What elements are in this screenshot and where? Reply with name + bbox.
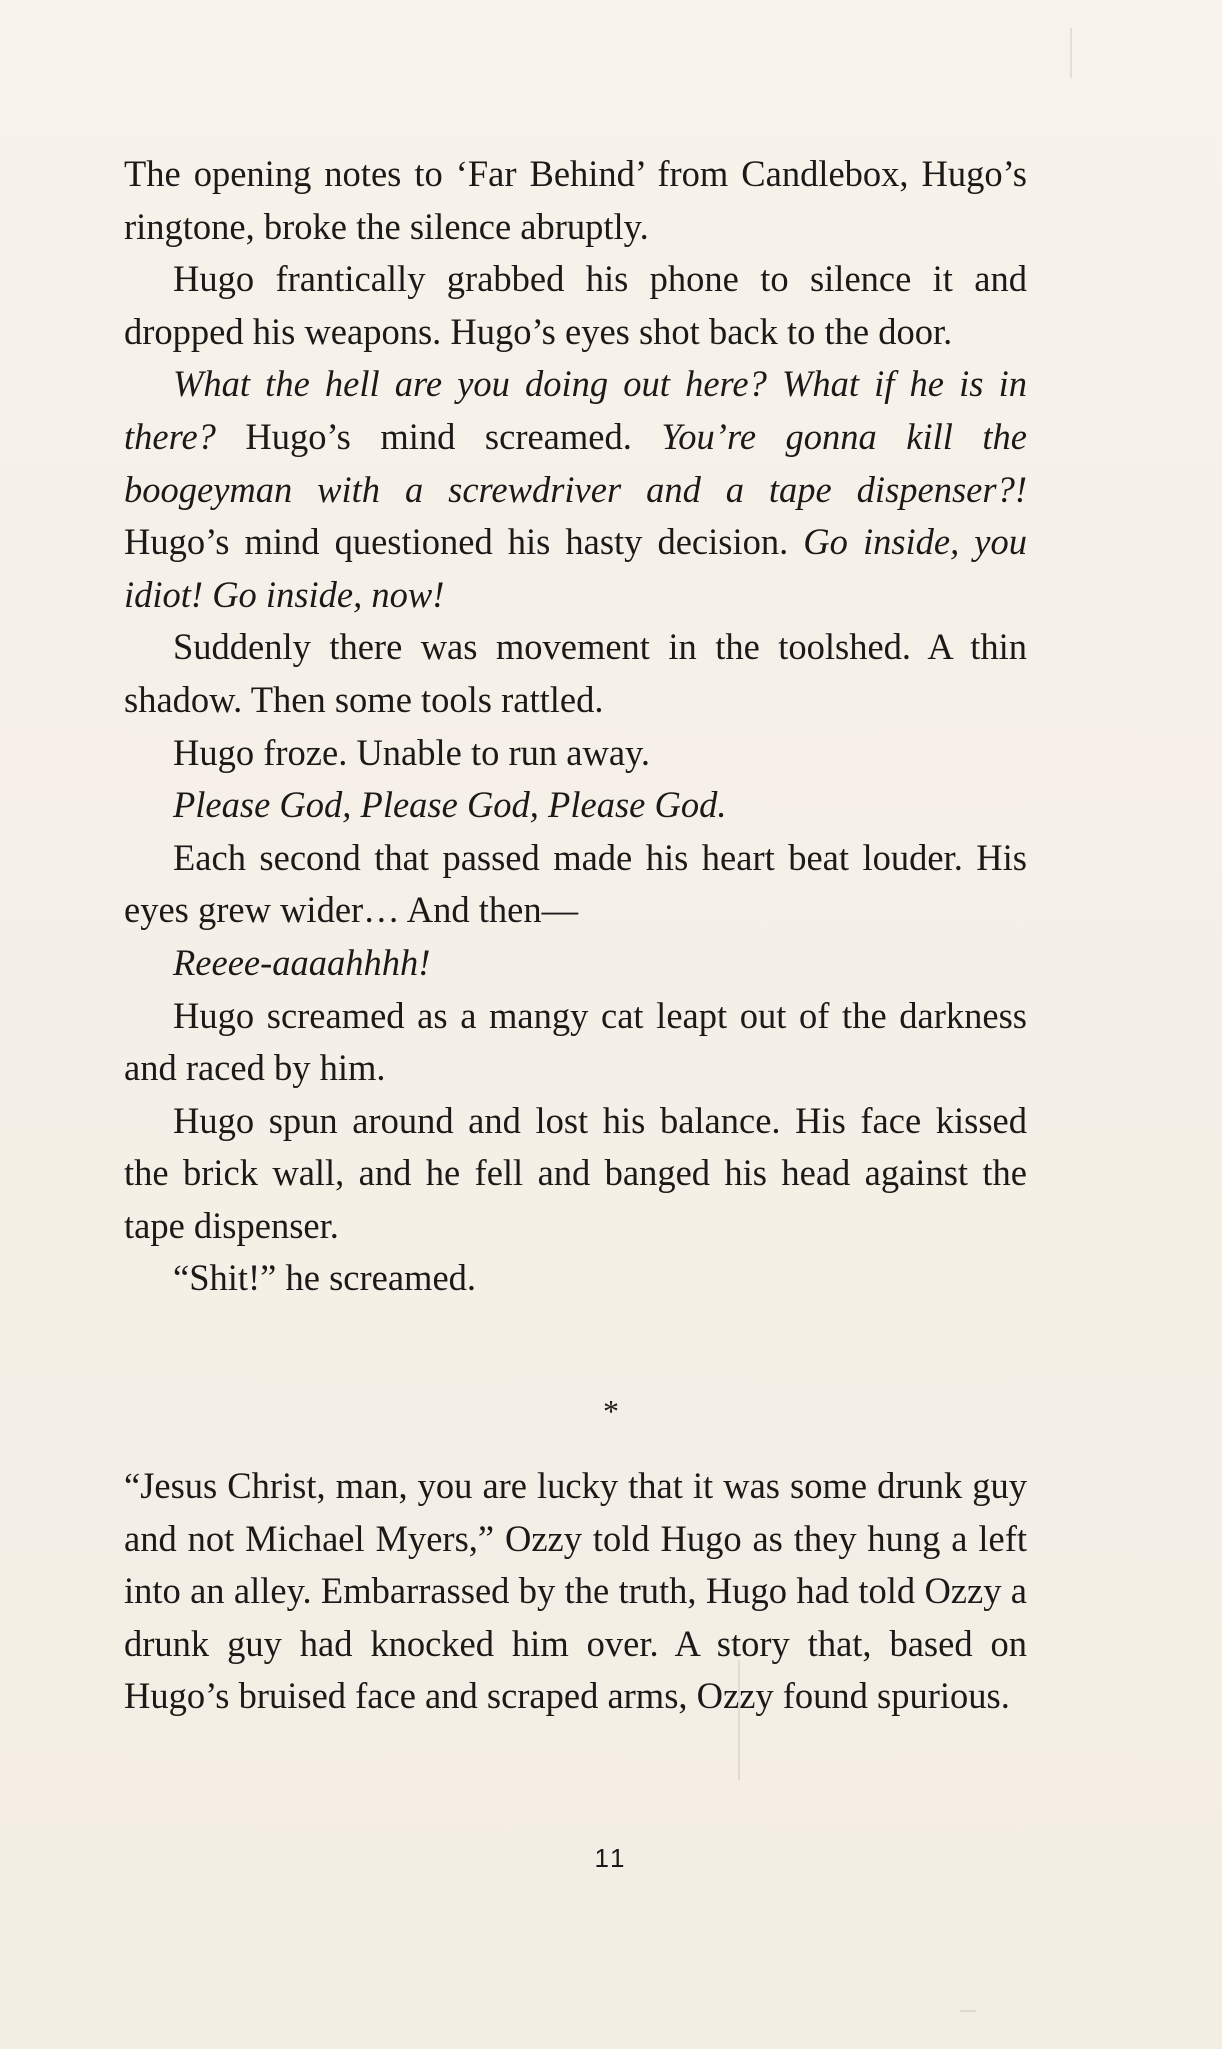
paragraph (124, 148, 1027, 253)
paragraph (124, 779, 1027, 832)
text-run: Hugo screamed as a mangy cat leapt out of the darkness and raced by him. (124, 994, 1027, 1089)
text-run: Suddenly there was movement in the toolshed. A thin shadow. Then some tools rattled. (124, 626, 1027, 720)
paragraph (124, 1252, 1027, 1305)
paragraph (124, 253, 1027, 358)
paragraph (124, 937, 1027, 990)
paragraph (124, 832, 1027, 937)
text-run: “Shit!” he screamed. (173, 1257, 477, 1299)
paper-mark (1070, 28, 1072, 78)
paragraph (124, 727, 1027, 780)
italic-sound: Reeee-aaaahhhh! (173, 941, 431, 983)
text-run: “Jesus Christ, man, you are lucky that it was some drunk guy and not Michael Myers,” Ozzy told Hugo as they hung a left into an alley. Embarrassed by the truth, Hugo had told Ozzy a drunk guy had knocked him over. A story that, based on Hugo’s bruised face and scraped arms, Ozzy found spurious. (124, 1465, 1027, 1717)
paper-mark (738, 1660, 740, 1780)
section-one-text (124, 148, 1027, 1305)
text-run: Hugo frantically grabbed his phone to silence it and dropped his weapons. Hugo’s eyes shot back to the door. (124, 258, 1027, 352)
text-run: Each second that passed made his heart beat louder. His eyes grew wider… And then— (124, 836, 1027, 931)
paragraph (124, 621, 1027, 726)
italic-thought: What the hell are you doing out here? What if he is in there? (124, 363, 1027, 457)
section-separator: * (603, 1393, 619, 1429)
paragraph (124, 358, 1027, 621)
paragraph (124, 990, 1027, 1095)
italic-thought: Go inside, you idiot! Go inside, now! (124, 521, 1028, 615)
paragraph (124, 1095, 1027, 1253)
text-run: The opening notes to ‘Far Behind’ from Candlebox, Hugo’s ringtone, broke the silence abruptly. (124, 153, 1027, 247)
paper-mark (960, 2010, 976, 2012)
text-run: Hugo froze. Unable to run away. (173, 731, 651, 773)
italic-thought: Please God, Please God, Please God. (173, 784, 727, 826)
text-run: Hugo spun around and lost his balance. His face kissed the brick wall, and he fell and banged his head against the tape dispenser. (124, 1099, 1027, 1246)
paragraph (124, 1460, 1027, 1723)
text-run: Hugo’s mind screamed. (215, 415, 662, 457)
text-run: Hugo’s mind questioned his hasty decision. (124, 521, 804, 563)
italic-thought: You’re gonna kill the boogeyman with a screwdriver and a tape dispenser?! (124, 415, 1027, 510)
section-two-text (124, 1460, 1027, 1723)
page-number: 11 (594, 1843, 628, 1873)
